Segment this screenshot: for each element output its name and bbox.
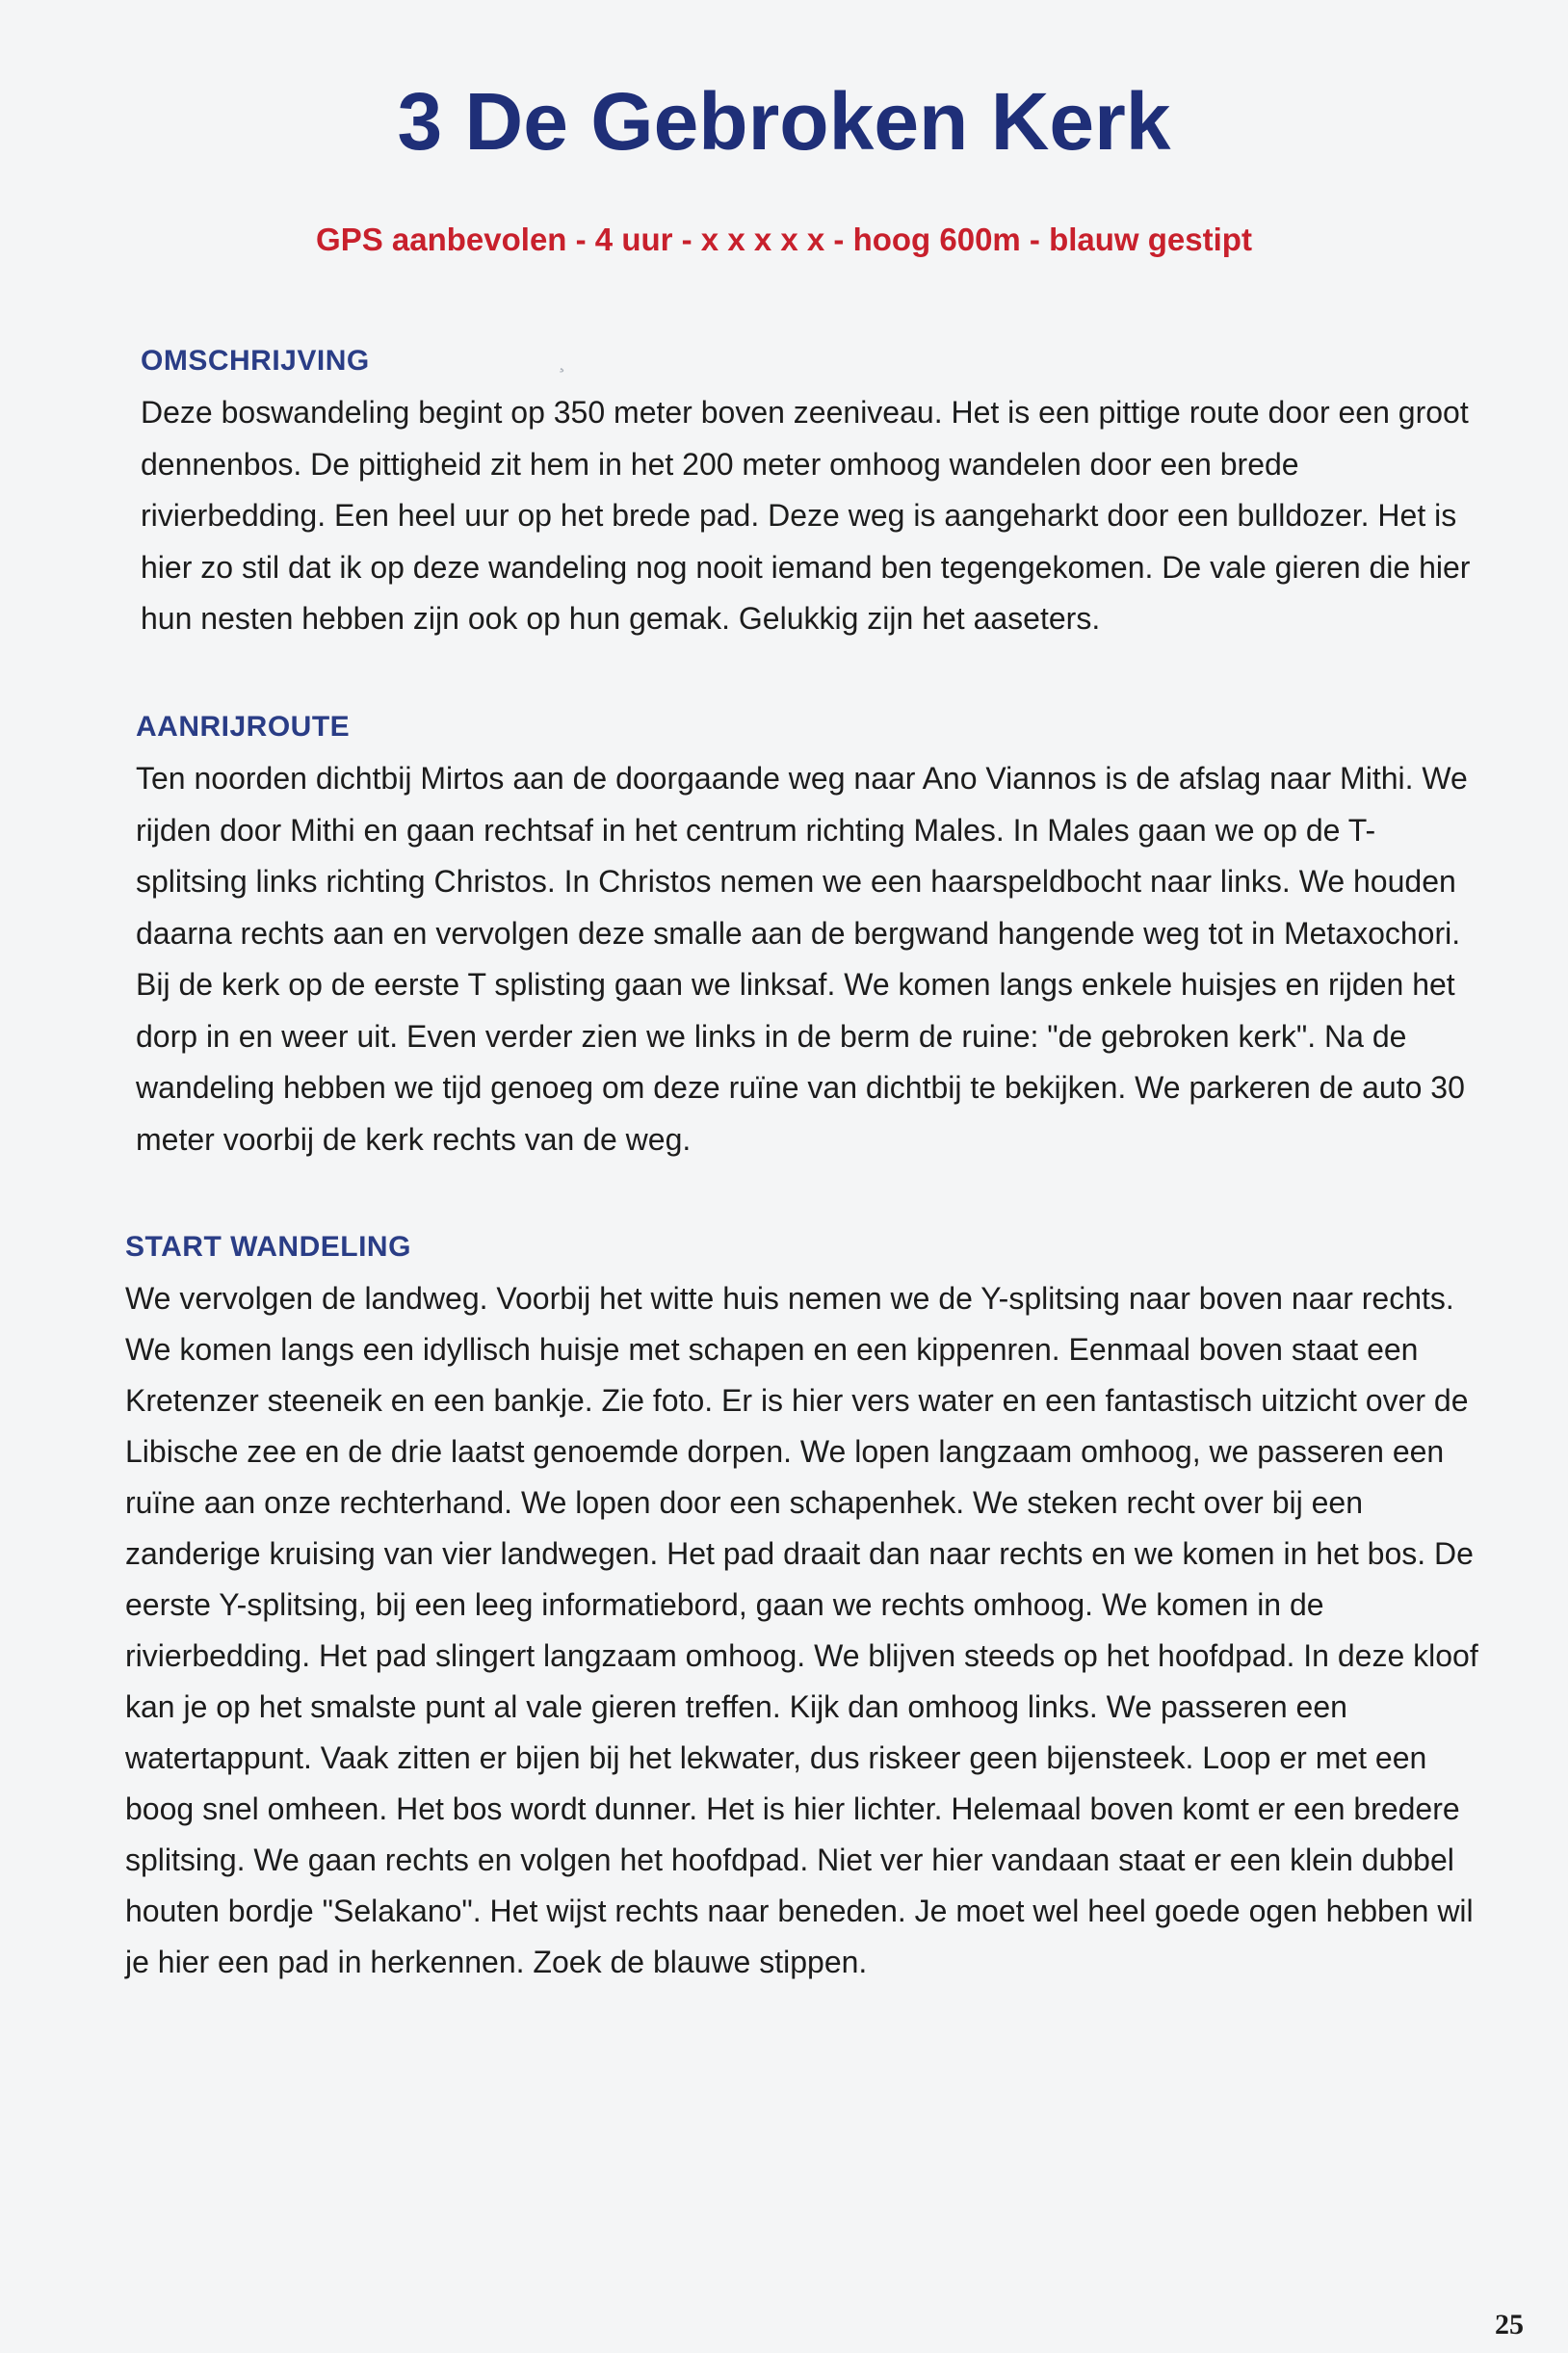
section-omschrijving [141, 345, 1489, 645]
route-summary: GPS aanbevolen - 4 uur - x x x x x - hoog 600m - blauw gestipt [316, 222, 1252, 257]
section-heading-aanrijroute: AANRIJROUTE [136, 711, 351, 743]
section-aanrijroute [136, 711, 1484, 1165]
section-body-start-wandeling: We vervolgen de landweg. Voorbij het witte huis nemen we de Y-splitsing naar boven naar rechts. We komen langs een idyllisch huisje met schapen en een kippenren. Eenmaal boven staat een Kretenzer steeneik en een bankje. Zie foto. Er is hier vers water en een fantastisch uitzicht over de Libische zee en de drie laatst genoemde dorpen. We lopen langzaam omhoog, we passeren een ruïne aan onze rechterhand. We lopen door een schapenhek. We steken recht over bij een zanderige kruising van vier landwegen. Het pad draait dan naar rechts en we komen in het bos. De eerste Y-splitsing, bij een leeg informatiebord, gaan we rechts omhoog. We komen in de rivierbedding. Het pad slingert langzaam omhoog. We blijven steeds op het hoofdpad. In deze kloof kan je op het smalste punt al vale gieren treffen. Kijk dan omhoog links. We passeren een watertappunt. Vaak zitten er bijen bij het lekwater, dus riskeer geen bijensteek. Loop er met een boog snel omheen. Het bos wordt dunner. Het is hier lichter. Helemaal boven komt er een bredere splitsing. We gaan rechts en volgen het hoofdpad. Niet ver hier vandaan staat er een klein dubbel houten bordje "Selakano". Het wijst rechts naar beneden. Je moet wel heel goede ogen hebben wil je hier een pad in herkennen. Zoek de blauwe stippen. [125, 1281, 1478, 1979]
section-heading-omschrijving: OMSCHRIJVING [141, 345, 370, 377]
page-number: 25 [1495, 2309, 1524, 2340]
section-heading-start-wandeling: START WANDELING [125, 1231, 411, 1263]
section-start-wandeling [125, 1231, 1493, 1988]
page-title: 3 De Gebroken Kerk [397, 76, 1171, 167]
section-body-omschrijving: Deze boswandeling begint op 350 meter boven zeeniveau. Het is een pittige route door een groot dennenbos. De pittigheid zit hem in het 200 meter omhoog wandelen door een brede rivierbedding. Een heel uur op het brede pad. Deze weg is aangeharkt door een bulldozer. Het is hier zo stil dat ik op deze wandeling nog nooit iemand ben tegengekomen. De vale gieren die hier hun nesten hebben zijn ook op hun gemak. Gelukkig zijn het aaseters. [141, 395, 1471, 636]
paper-speck-decoration: ¸ [559, 349, 566, 373]
section-body-aanrijroute: Ten noorden dichtbij Mirtos aan de doorgaande weg naar Ano Viannos is de afslag naar Mithi. We rijden door Mithi en gaan rechtsaf in het centrum richting Males. In Males gaan we op de T-splitsing links richting Christos. In Christos nemen we een haarspeldbocht naar links. We houden daarna rechts aan en vervolgen deze smalle aan de bergwand hangende weg tot in Metaxochori. Bij de kerk op de eerste T splisting gaan we linksaf. We komen langs enkele huisjes en rijden het dorp in en weer uit. Even verder zien we links in de berm de ruine: "de gebroken kerk". Na de wandeling hebben we tijd genoeg om deze ruïne van dichtbij te bekijken. We parkeren de auto 30 meter voorbij de kerk rechts van de weg. [136, 761, 1468, 1157]
